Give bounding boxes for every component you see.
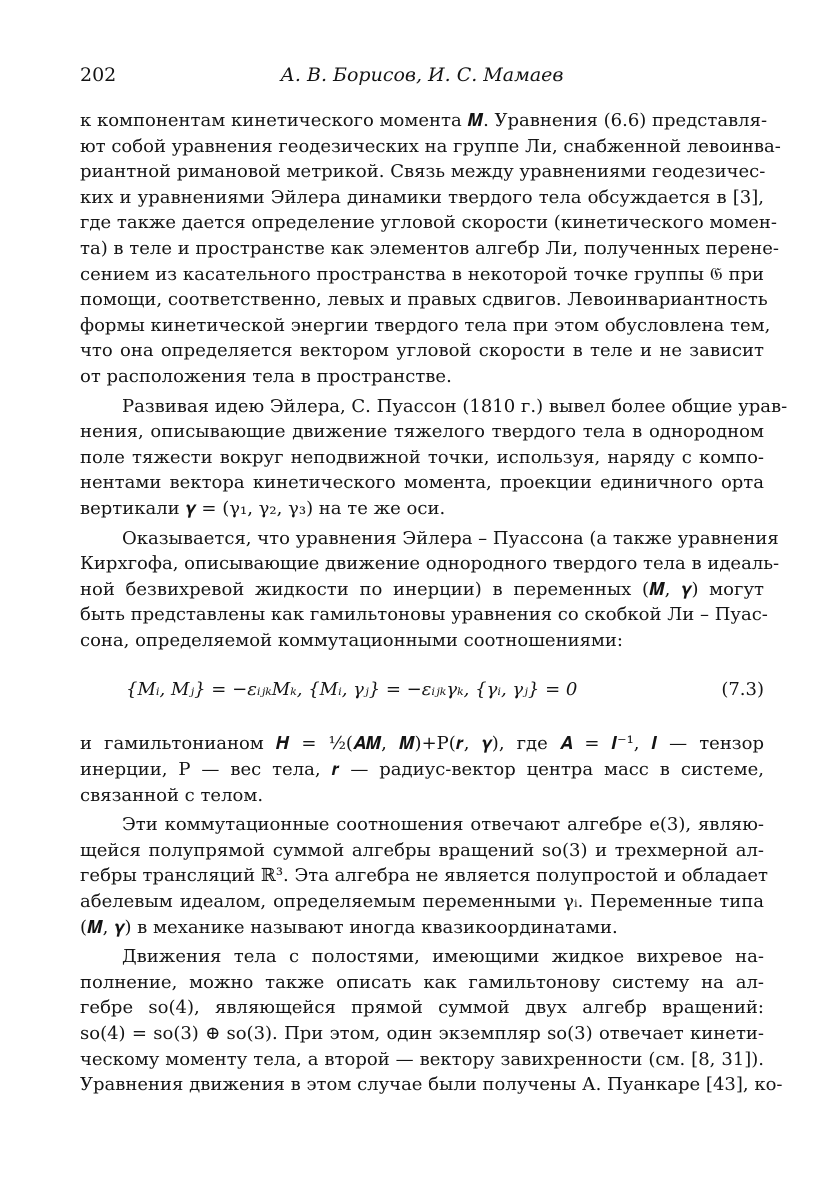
text-line: где также дается определение угловой скорости (кинетического момен- — [80, 212, 777, 234]
text-line: сением из касательного пространства в некоторой точке группы 𝔊 при — [80, 263, 764, 285]
text-line: та) в теле и пространстве как элементов алгебр Ли, полученных перене- — [80, 237, 779, 259]
page-header — [80, 64, 764, 92]
text-line: нения, описывающие движение тяжелого твердого тела в однородном — [80, 421, 764, 443]
text-line: помощи, соответственно, левых и правых сдвигов. Левоинвариантность — [80, 289, 768, 311]
display-equation — [80, 659, 764, 731]
text-line: быть представлены как гамильтоновы уравнения со скобкой Ли – Пуас- — [80, 604, 768, 626]
text-line: инерции, P — вес тела, 𝒓 — радиус-вектор центра масс в системе, — [80, 759, 764, 781]
text-line: гебре so(4), являющейся прямой суммой двух алгебр вращений: — [80, 997, 764, 1019]
text-line: абелевым идеалом, определяемым переменными γᵢ. Переменные типа — [80, 891, 764, 913]
paragraph-6 — [80, 944, 783, 1098]
text-line: Развивая идею Эйлера, С. Пуассон (1810 г.) вывел более общие урав- — [122, 395, 788, 417]
text-line: Эти коммутационные соотношения отвечают алгебре e(3), являю- — [122, 814, 764, 836]
page-body — [80, 108, 788, 1098]
text-line: ких и уравнениями Эйлера динамики твердого тела обсуждается в [3], — [80, 186, 764, 208]
paragraph-4 — [80, 731, 764, 808]
text-line: риантной римановой метрикой. Связь между уравнениями геодезичес- — [80, 161, 766, 183]
text-line: Движения тела с полостями, имеющими жидкое вихревое на- — [122, 946, 764, 968]
text-line: (𝑴, 𝜸) в механике называют иногда квазикоординатами. — [80, 916, 618, 938]
text-line: поле тяжести вокруг неподвижной точки, используя, наряду с компо- — [80, 446, 764, 468]
text-line: Уравнения движения в этом случае были получены А. Пуанкаре [43], ко- — [80, 1074, 783, 1096]
text-line: гебры трансляций ℝ³. Эта алгебра не является полупростой и обладает — [80, 865, 768, 887]
text-line: ют собой уравнения геодезических на группе Ли, снабженной левоинва- — [80, 135, 781, 157]
text-line: ной безвихревой жидкости по инерции) в переменных (𝑴, 𝜸) могут — [80, 578, 764, 600]
text-line: полнение, можно также описать как гамильтонову систему на ал- — [80, 971, 764, 993]
paragraph-5 — [80, 812, 768, 940]
text-line: вертикали 𝜸 = (γ₁, γ₂, γ₃) на те же оси. — [80, 497, 446, 519]
text-line: нентами вектора кинетического момента, проекции единичного орта — [80, 472, 764, 494]
text-line: формы кинетической энергии твердого тела при этом обусловлена тем, — [80, 314, 771, 336]
text-line: что она определяется вектором угловой скорости в теле и не зависит — [80, 340, 764, 362]
text-line: so(4) = so(3) ⊕ so(3). При этом, один экземпляр so(3) отвечает кинети- — [80, 1023, 764, 1044]
text-line: и гамильтонианом 𝑯 = ½(𝑨𝑴, 𝑴)+P(𝒓, 𝜸), где 𝑨 = 𝑰⁻¹, 𝑰 — тензор — [80, 733, 764, 755]
text-line: Оказывается, что уравнения Эйлера – Пуассона (а также уравнения — [122, 527, 779, 549]
text-line: сона, определяемой коммутационными соотношениями: — [80, 629, 623, 651]
text-line: ческому моменту тела, а второй — вектору завихренности (см. [8, 31]). — [80, 1048, 764, 1070]
paragraph-3 — [80, 526, 780, 654]
page-number: 202 — [80, 64, 117, 86]
text-line: связанной с телом. — [80, 784, 264, 806]
text-line: к компонентам кинетического момента 𝑴. Уравнения (6.6) представля- — [80, 110, 768, 131]
equation-number: (7.3) — [721, 679, 764, 701]
text-line: Кирхгофа, описывающие движение однородного твердого тела в идеаль- — [80, 553, 780, 575]
text-line: щейся полупрямой суммой алгебры вращений so(3) и трехмерной ал- — [80, 839, 764, 861]
text-line: от расположения тела в пространстве. — [80, 365, 452, 387]
paragraph-2 — [80, 394, 788, 522]
paragraph-1 — [80, 108, 781, 390]
equation-formula: {Mᵢ, Mⱼ} = −εᵢⱼₖMₖ, {Mᵢ, γⱼ} = −εᵢⱼₖγₖ, {γᵢ, γⱼ} = 0 — [126, 679, 578, 701]
running-head-authors: А. В. Борисов, И. С. Мамаев — [280, 64, 564, 86]
